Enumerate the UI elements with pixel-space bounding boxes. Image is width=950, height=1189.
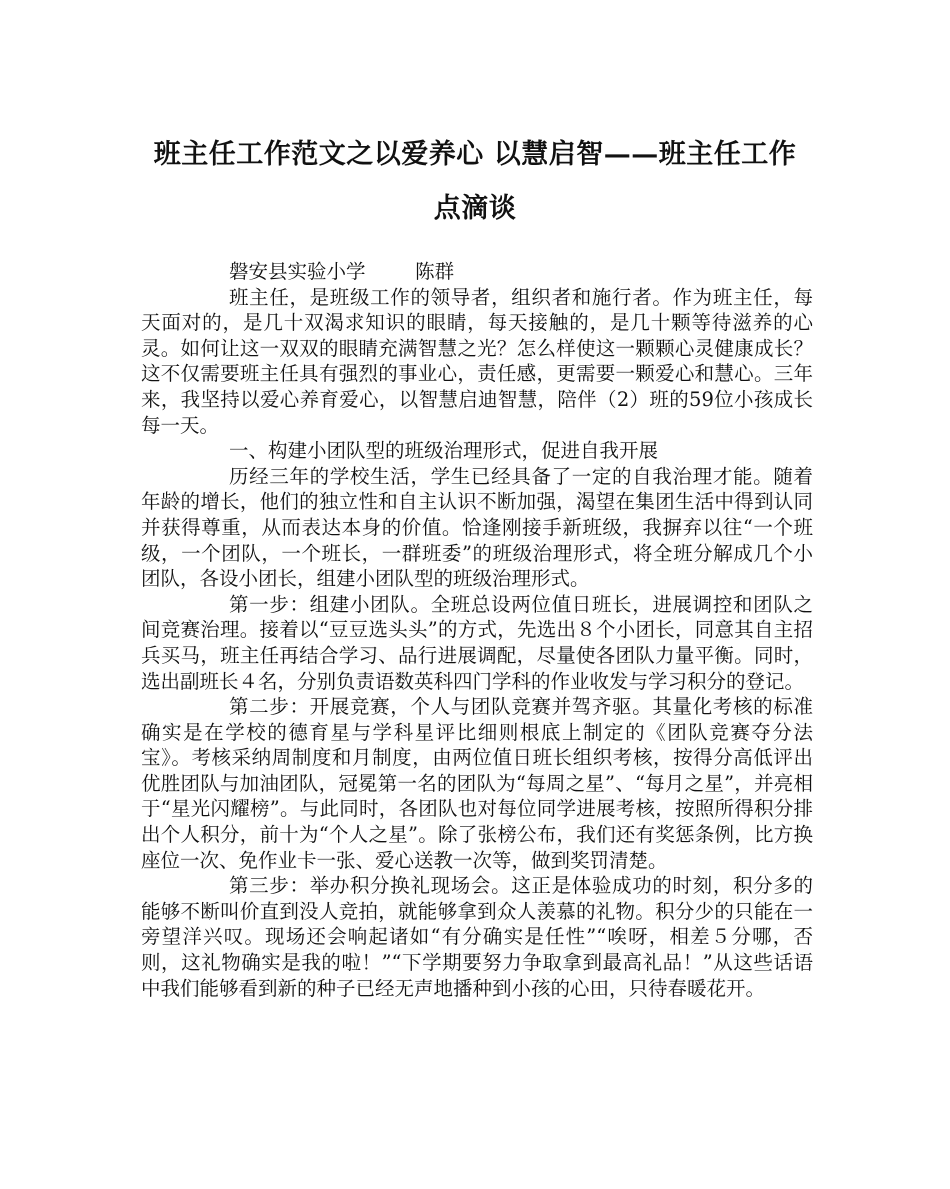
paragraph-step-1: 第一步：组建小团队。全班总设两位值日班长，进展调控和团队之间竞赛治理。接着以“豆豆选头头”的方式，先选出８个小团长，同意其自主招兵买马，班主任再结合学习、品行进展调配，尽量使各团队力量平衡。同时，选出副班长４名，分别负责语数英科四门学科的作业收发与学习积分的登记。 xyxy=(141,592,813,693)
paragraph-step-2: 第二步：开展竞赛，个人与团队竞赛并驾齐驱。其量化考核的标准确实是在学校的德育星与学科星评比细则根底上制定的《团队竞赛夺分法宝》。考核采纳周制度和月制度，由两位值日班长组织考核，按得分高低评出优胜团队与加油团队，冠冕第一名的团队为“每周之星”、“每月之星”，并亮相于“星光闪耀榜”。与此同时，各团队也对每位同学进展考核，按照所得积分排出个人积分，前十为“个人之星”。除了张榜公布，我们还有奖惩条例，比方换座位一次、免作业卡一张、爱心送教一次等，做到奖罚清楚。 xyxy=(141,695,813,872)
title-line-2: 点滴谈 xyxy=(433,193,517,224)
paragraph-intro: 班主任，是班级工作的领导者，组织者和施行者。作为班主任，每天面对的，是几十双渴求知识的眼睛，每天接触的，是几十颗等待滋养的心灵。如何让这一双双的眼睛充满智慧之光？怎么样使这一颗颗心灵健康成长？这不仅需要班主任具有强烈的事业心，责任感，更需要一颗爱心和慧心。三年来，我坚持以爱心养育爱心，以智慧启迪智慧，陪伴（2）班的59位小孩成长每一天。 xyxy=(141,285,813,437)
document-title xyxy=(140,128,810,236)
title-line-1: 班主任工作范文之以爱养心 以慧启智——班主任工作 xyxy=(153,139,797,170)
section-heading: 一、构建小团队型的班级治理形式，促进自我开展 xyxy=(229,439,659,463)
paragraph-step-3: 第三步：举办积分换礼现场会。这正是体验成功的时刻，积分多的能够不断叫价直到没人竞拍，就能够拿到众人羡慕的礼物。积分少的只能在一旁望洋兴叹。现场还会响起诸如“有分确实是任性”“唉呀，相差５分哪，否则，这礼物确实是我的啦！”“下学期要努力争取拿到最高礼品！”从这些话语中我们能够看到新的种子已经无声地播种到小孩的心田，只待春暖花开。 xyxy=(141,874,813,1000)
paragraph-section-1: 历经三年的学校生活，学生已经具备了一定的自我治理才能。随着年龄的增长，他们的独立性和自主认识不断加强，渴望在集团生活中得到认同并获得尊重，从而表达本身的价值。恰逢刚接手新班级，我摒弃以往“一个班级，一个团队，一个班长，一群班委”的班级治理形式，将全班分解成几个小团队，各设小团长，组建小团队型的班级治理形式。 xyxy=(141,464,813,591)
document-body xyxy=(141,259,813,1001)
author-line: 磐安县实验小学 陈群 xyxy=(229,260,455,283)
